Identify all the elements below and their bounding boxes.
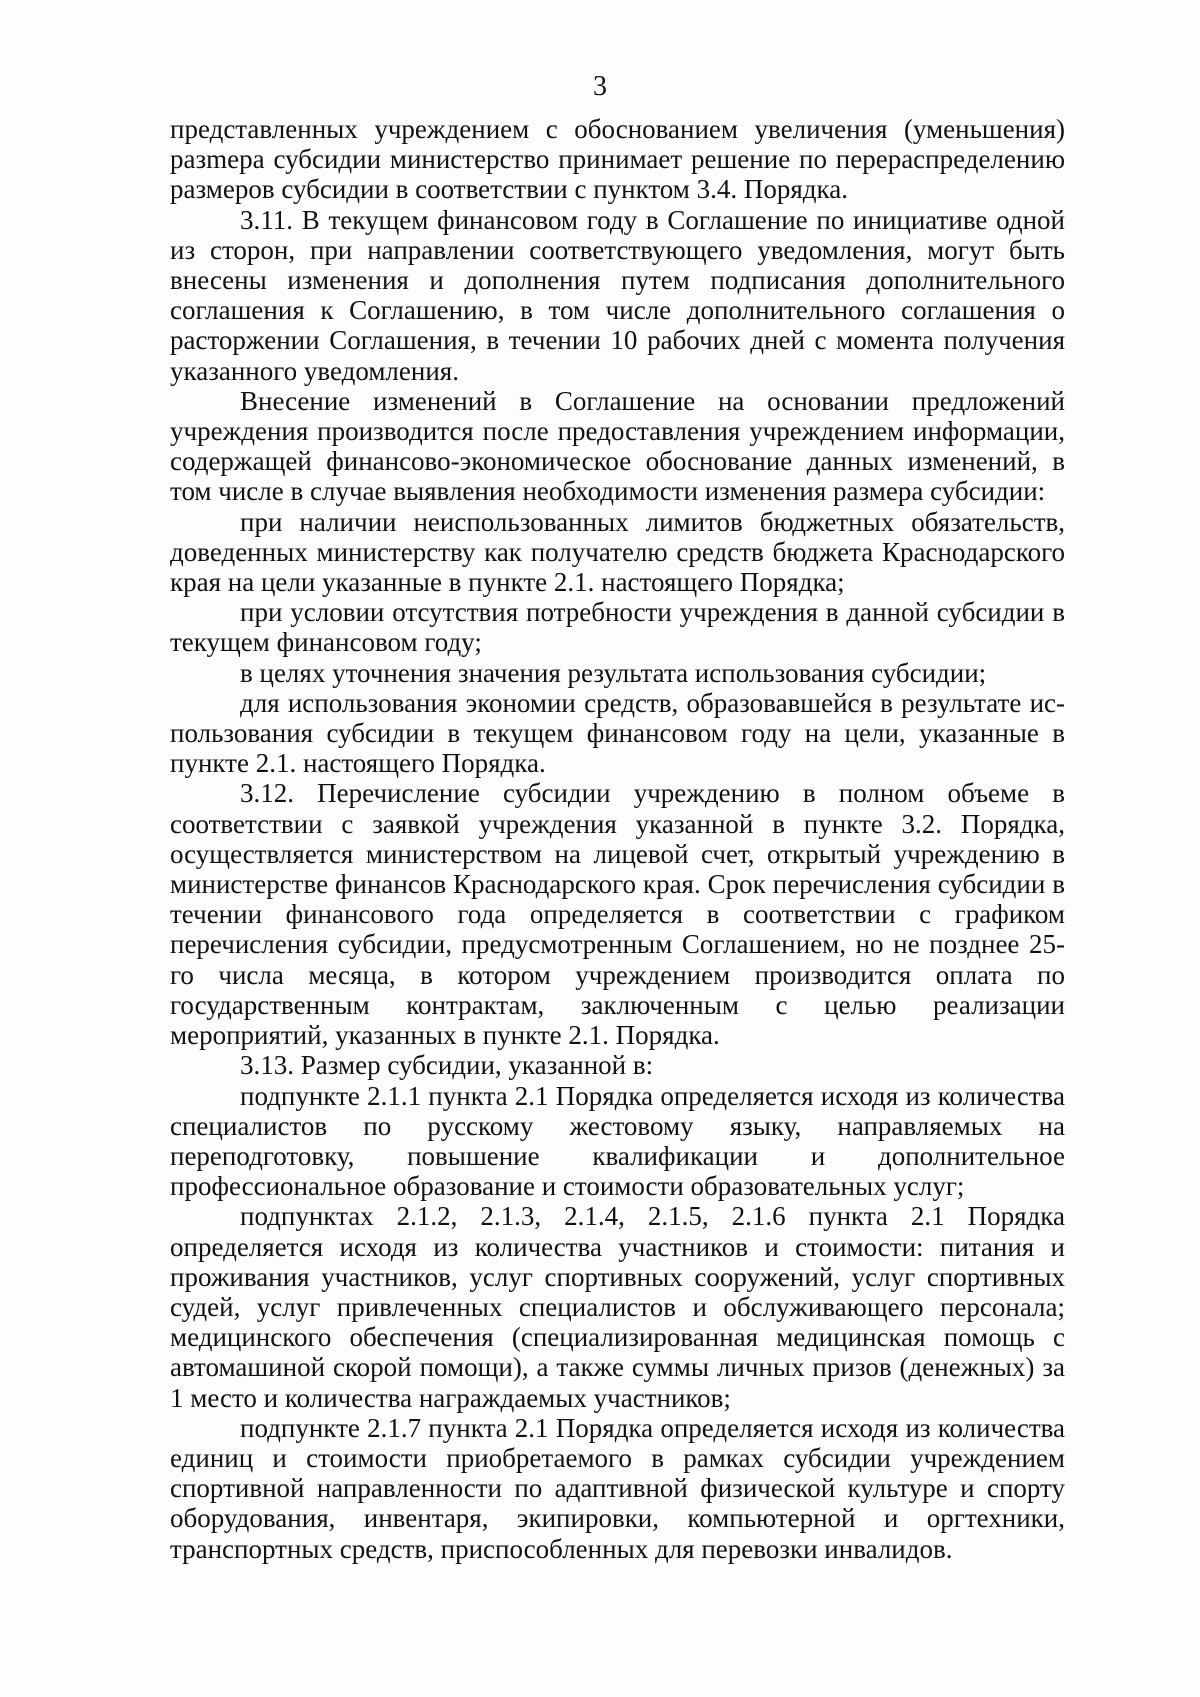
- paragraph-subclause-2-1-1: подпункте 2.1.1 пункта 2.1 Порядка определяется исходя из количества специалистов по русскому жестовому языку, направляемых на переподготовку, повышение квалификации и дополнительное профессиональное образование и стоимости образовательных услуг;: [170, 1080, 1065, 1202]
- page-number: 3: [593, 71, 607, 102]
- paragraph-3-11: 3.11. В текущем финансовом году в Соглашение по инициативе одной из сторон, при направлении соответствующего уведомления, могут быть внесены изменения и дополнения путем подписания дополнительного соглашения к Соглашению, в том числе дополнительного соглашения о расторжении Соглашения, в течении 10 рабочих дней с момента получения указанного уведомления.: [170, 204, 1065, 386]
- paragraph-condition-no-need: при условии отсутствия потребности учреждения в данной субсидии в текущем финансовом году;: [170, 597, 1065, 658]
- paragraph-continuation: представленных учреждением с обоснованием увеличения (уменьшения) разmера субсидии министерство принимает решение по перераспределению размеров субсидии в соответствии с пунктом 3.4. Порядка.: [170, 114, 1065, 205]
- paragraph-3-12: 3.12. Перечисление субсидии учреждению в полном объеме в соответствии с заявкой учреждения указанной в пункте 3.2. Порядка, осуществляется министерством на лицевой счет, открытый учреждению в министерстве финансов Краснодарского края. Срок перечисления субсидии в течении финансового года определяется в соответствии с графиком перечисления субсидии, предусмотренным Соглашением, но не позднее 25-го числа месяца, в котором учреждением производится оплата по государственным контрактам, заключенным с целью реализации мероприятий, указанных в пункте 2.1. Порядка.: [170, 778, 1065, 1051]
- paragraph-subclauses-2-1-2-to-2-1-6: подпунктах 2.1.2, 2.1.3, 2.1.4, 2.1.5, 2.1.6 пункта 2.1 Порядка определяется исходя из количества участников и стоимости: питания и проживания участников, услуг спортивных сооружений, услуг спортивных судей, услуг привлеченных специалистов и обслуживающего персонала; медицинского обеспечения (специализированная медицинская помощь с автомашиной скорой помощи), а также суммы личных призов (денежных) за 1 место и количества награждаемых участников;: [170, 1201, 1065, 1413]
- paragraph-condition-clarify: в целях уточнения значения результата использования субсидии;: [240, 657, 987, 688]
- paragraph-subclause-2-1-7: подпункте 2.1.7 пункта 2.1 Порядка определяется исходя из количества единиц и стоимости приобретаемого в рамках субсидии учреждением спортивной направленности по адаптивной физической культуре и спорту оборудования, инвентаря, экипировки, компьютерной и оргтехники, транспортных средств, приспособленных для перевозки инвалидов.: [170, 1412, 1065, 1564]
- document-body: [170, 114, 1065, 1564]
- paragraph-3-13: 3.13. Размер субсидии, указанной в:: [240, 1050, 654, 1081]
- paragraph-amendments: Внесение изменений в Соглашение на основании предложений учреждения производится после предоставления учреждением информации, содержащей финансово-экономическое обоснование данных изменений, в том числе в случае выявления необходимости изменения размера субсидии:: [170, 385, 1065, 507]
- paragraph-condition-savings: для использования экономии средств, образовавшейся в результате использования субсидии в текущем финансовом году на цели, указанные в пункте 2.1. настоящего Порядка.: [170, 687, 1065, 779]
- paragraph-condition-limits: при наличии неиспользованных лимитов бюджетных обязательств, доведенных министерству как получателю средств бюджета Краснодарского края на цели указанные в пункте 2.1. настоящего Порядка;: [170, 506, 1065, 598]
